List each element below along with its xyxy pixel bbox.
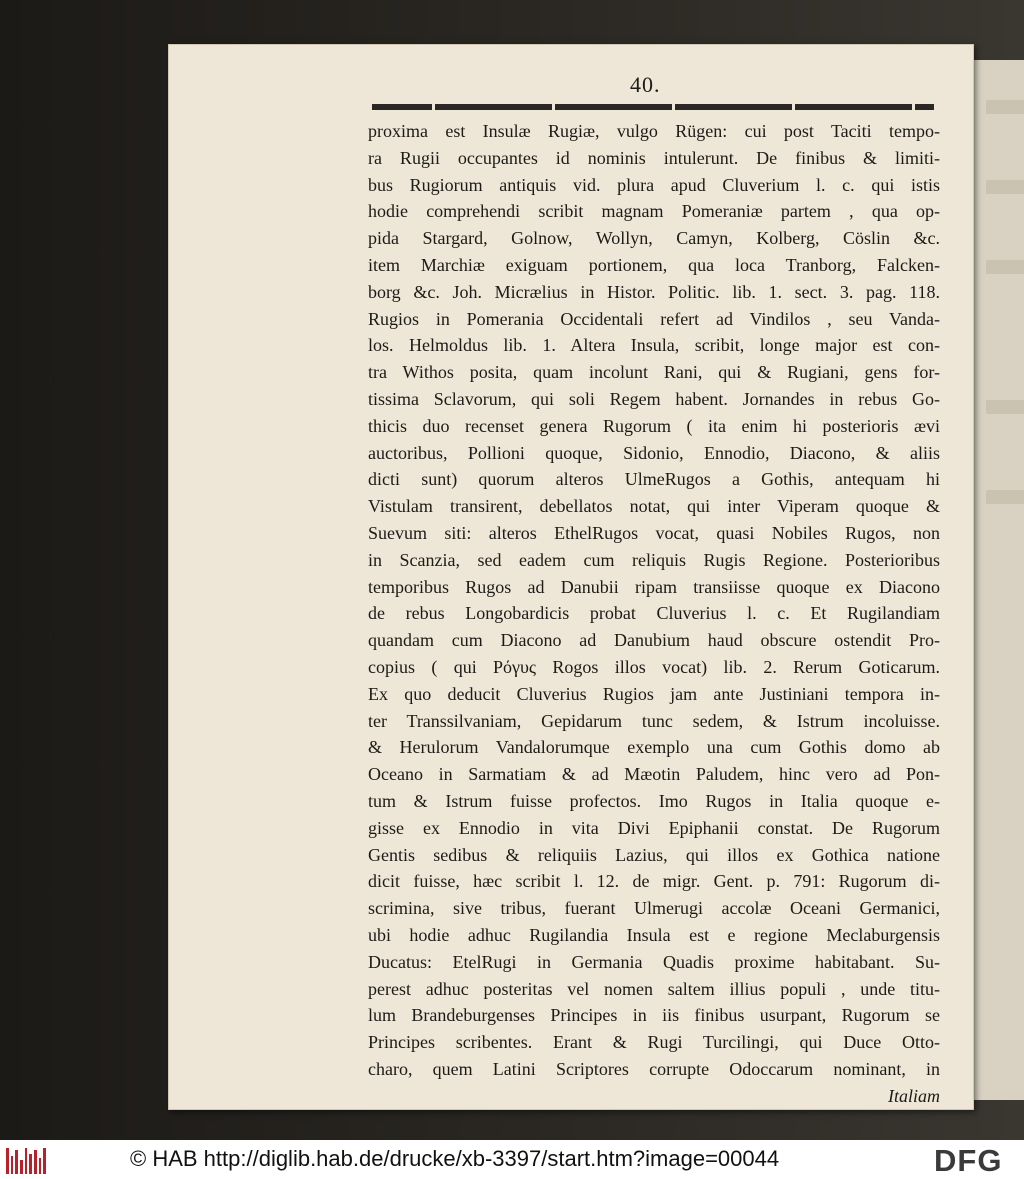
text-line: Principes scribentes. Erant & Rugi Turcilingi, qui Duce Otto- [368,1032,940,1053]
text-line: Suevum siti: alteros EthelRugos vocat, quasi Nobiles Rugos, non [368,522,940,543]
text-line: copius ( qui Ρόγυς Rogos illos vocat) lib. 2. Rerum Goticarum. [368,656,940,677]
text-line: in Scanzia, sed eadem cum reliquis Rugis Regione. Posterioribus [368,549,940,570]
text-line: Gentis sedibus & reliquiis Lazius, qui illos ex Gothica natione [368,844,940,865]
catchword: Italiam [888,1085,940,1106]
text-line: proxima est Insulæ Rugiæ, vulgo Rügen: cui post Taciti tempo- [368,121,940,141]
copyright-link[interactable]: © HAB http://diglib.hab.de/drucke/xb-3397/start.htm?image=00044 [130,1146,780,1171]
text-line: Ex quo deducit Cluverius Rugios jam ante Justiniani tempora in- [368,683,940,704]
hab-logo-icon[interactable] [6,1146,46,1174]
text-line: temporibus Rugos ad Danubii ripam transiisse quoque ex Diacono [368,576,940,597]
text-line: Vistulam transirent, debellatos notat, qui inter Viperam quoque & [368,496,940,517]
text-line: ra Rugii occupantes id nominis intulerunt. De finibus & limiti- [368,147,940,168]
text-line: dicti sunt) quorum alteros UlmeRugos a Gothis, antequam hi [368,469,940,490]
text-block [368,118,940,1109]
dfg-logo[interactable]: DFG [934,1143,1003,1178]
text-line: gisse ex Ennodio in vita Divi Epiphanii constat. De Rugorum [368,817,940,838]
text-line: hodie comprehendi scribit magnam Pomeraniæ partem , qua op- [368,201,940,222]
text-line: tra Withos posita, quam incolunt Rani, qui & Rugiani, gens for- [368,362,940,383]
text-line: pida Stargard, Golnow, Wollyn, Camyn, Kolberg, Cöslin &c. [368,228,940,249]
text-line: Oceano in Sarmatiam & ad Mæotin Paludem, hinc vero ad Pon- [368,764,940,785]
text-line: & Herulorum Vandalorumque exemplo una cum Gothis domo ab [368,737,940,758]
ornamental-rule [372,104,934,110]
text-line: dicit fuisse, hæc scribit l. 12. de migr. Gent. p. 791: Rugorum di- [368,871,940,892]
text-line: thicis duo recenset genera Rugorum ( ita enim hi posterioris ævi [368,415,940,436]
text-line: lum Brandeburgenses Principes in iis finibus usurpant, Rugorum se [368,1005,940,1026]
text-line: tissima Sclavorum, qui soli Regem habent. Jornandes in rebus Go- [368,388,940,409]
text-line: charo, quem Latini Scriptores corrupte Odoccarum nominant, in [368,1058,940,1079]
text-line: item Marchiæ exiguam portionem, qua loca Tranborg, Falcken- [368,254,940,275]
text-line: de rebus Longobardicis probat Cluverius l. c. Et Rugilandiam [368,603,940,624]
text-line: ubi hodie adhuc Rugilandia Insula est e regione Meclaburgensis [368,924,940,945]
text-line: ter Transsilvaniam, Gepidarum tunc sedem, & Istrum incoluisse. [368,710,940,731]
next-page-edge [974,60,1024,1100]
text-line: bus Rugiorum antiquis vid. plura apud Cluverium l. c. qui istis [368,174,940,195]
text-line: auctoribus, Pollioni quoque, Sidonio, Ennodio, Diacono, & aliis [368,442,940,463]
text-line: quandam cum Diacono ad Danubium haud obscure ostendit Pro- [368,630,940,651]
footer-bar [0,1140,1024,1179]
text-line: Ducatus: EtelRugi in Germania Quadis proxime habitabant. Su- [368,951,940,972]
text-line: tum & Istrum fuisse profectos. Imo Rugos in Italia quoque e- [368,790,940,811]
text-line: borg &c. Joh. Micrælius in Histor. Politic. lib. 1. sect. 3. pag. 118. [368,281,940,302]
text-line: los. Helmoldus lib. 1. Altera Insula, scribit, longe major est con- [368,335,940,356]
text-line: scrimina, sive tribus, fuerant Ulmerugi accolæ Oceani Germanici, [368,898,940,919]
text-line: perest adhuc posteritas vel nomen saltem illius populi , unde titu- [368,978,940,999]
text-line: Rugios in Pomerania Occidentali refert ad Vindilos , seu Vanda- [368,308,940,329]
page-number: 40. [630,72,661,97]
